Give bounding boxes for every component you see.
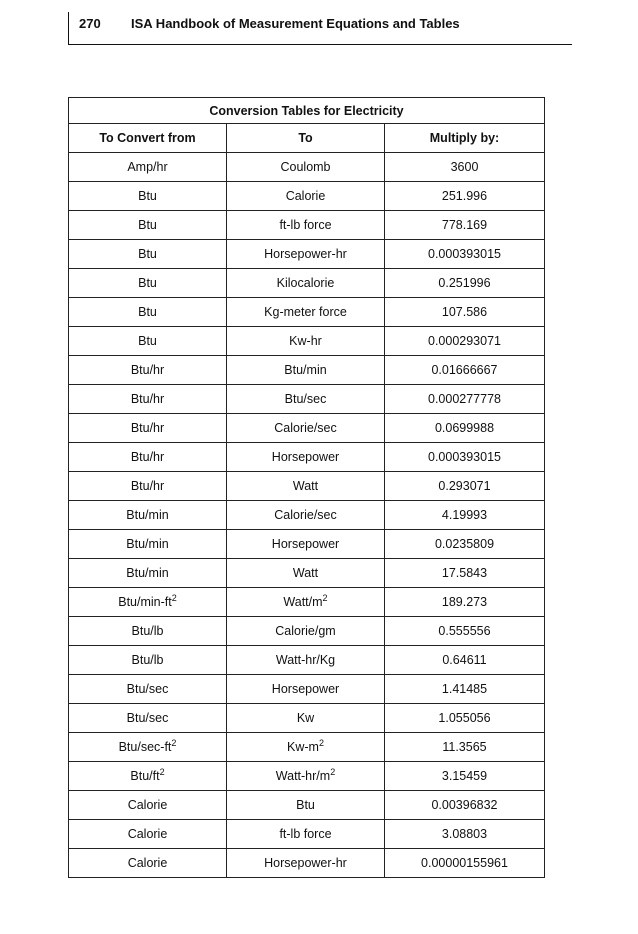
cell-from-text: Btu bbox=[138, 189, 157, 203]
table-row bbox=[69, 385, 545, 414]
cell-factor bbox=[385, 153, 545, 182]
cell-from-text: Btu/sec-ft bbox=[118, 740, 172, 754]
cell-from bbox=[69, 617, 227, 646]
cell-factor-text: 0.000393015 bbox=[428, 247, 501, 261]
cell-to bbox=[227, 849, 385, 878]
table-row bbox=[69, 704, 545, 733]
cell-factor-text: 17.5843 bbox=[441, 566, 488, 580]
table-row bbox=[69, 762, 545, 791]
table-row bbox=[69, 791, 545, 820]
column-header-from: To Convert from bbox=[69, 124, 227, 153]
cell-to bbox=[227, 356, 385, 385]
cell-factor-text: 0.64611 bbox=[442, 653, 487, 667]
cell-factor bbox=[385, 356, 545, 385]
cell-to bbox=[227, 501, 385, 530]
table-row bbox=[69, 733, 545, 762]
cell-to bbox=[227, 559, 385, 588]
cell-from-text: Btu/sec bbox=[126, 711, 169, 725]
page-number: 270 bbox=[79, 16, 101, 31]
cell-from-superscript: 2 bbox=[159, 766, 165, 777]
cell-to bbox=[227, 617, 385, 646]
cell-factor bbox=[385, 240, 545, 269]
cell-from bbox=[69, 675, 227, 704]
cell-from bbox=[69, 298, 227, 327]
cell-to-text: Btu/min bbox=[284, 363, 327, 377]
cell-to bbox=[227, 762, 385, 791]
cell-from-text: Btu/hr bbox=[130, 392, 165, 406]
cell-factor-text: 3600 bbox=[450, 160, 479, 174]
cell-from bbox=[69, 414, 227, 443]
cell-to-text: Coulomb bbox=[280, 160, 331, 174]
cell-to bbox=[227, 675, 385, 704]
cell-from bbox=[69, 356, 227, 385]
cell-factor bbox=[385, 501, 545, 530]
cell-factor bbox=[385, 791, 545, 820]
cell-from bbox=[69, 443, 227, 472]
cell-factor-text: 0.293071 bbox=[438, 479, 491, 493]
cell-to-text: Horsepower-hr bbox=[264, 247, 347, 261]
cell-to bbox=[227, 153, 385, 182]
cell-factor-text: 0.00000155961 bbox=[421, 856, 508, 870]
cell-from-text: Btu/lb bbox=[131, 653, 164, 667]
cell-to bbox=[227, 240, 385, 269]
cell-factor bbox=[385, 588, 545, 617]
cell-factor-text: 778.169 bbox=[441, 218, 488, 232]
cell-from bbox=[69, 791, 227, 820]
cell-from-text: Calorie bbox=[127, 798, 168, 812]
cell-from-text: Btu/sec bbox=[126, 682, 169, 696]
cell-factor-text: 0.000393015 bbox=[428, 450, 501, 464]
cell-from-text: Btu bbox=[138, 305, 157, 319]
cell-factor bbox=[385, 762, 545, 791]
running-title: ISA Handbook of Measurement Equations and Tables bbox=[131, 16, 460, 31]
cell-factor bbox=[385, 704, 545, 733]
cell-factor bbox=[385, 646, 545, 675]
table-row bbox=[69, 820, 545, 849]
cell-factor-text: 0.0699988 bbox=[434, 421, 495, 435]
cell-from-text: Calorie bbox=[127, 856, 168, 870]
cell-to-text: ft-lb force bbox=[279, 827, 332, 841]
cell-to-text: Watt-hr/m bbox=[275, 769, 331, 783]
cell-to-text: Kilocalorie bbox=[276, 276, 335, 290]
cell-from-text: Btu/hr bbox=[130, 363, 165, 377]
cell-to-text: Calorie/sec bbox=[274, 508, 337, 522]
cell-from-text: Btu bbox=[138, 218, 157, 232]
cell-factor-text: 0.01666667 bbox=[431, 363, 498, 377]
cell-to-text: Kw-hr bbox=[289, 334, 322, 348]
table-row bbox=[69, 269, 545, 298]
cell-factor bbox=[385, 617, 545, 646]
cell-factor-text: 1.41485 bbox=[441, 682, 488, 696]
cell-to-text: Horsepower bbox=[271, 450, 340, 464]
cell-to-superscript: 2 bbox=[318, 737, 324, 748]
table-row bbox=[69, 356, 545, 385]
cell-to bbox=[227, 298, 385, 327]
cell-to bbox=[227, 733, 385, 762]
table-row bbox=[69, 298, 545, 327]
table-row bbox=[69, 588, 545, 617]
cell-to-text: Horsepower bbox=[271, 537, 340, 551]
cell-from bbox=[69, 182, 227, 211]
cell-from bbox=[69, 501, 227, 530]
cell-factor bbox=[385, 675, 545, 704]
cell-factor-text: 0.00396832 bbox=[431, 798, 498, 812]
cell-factor bbox=[385, 298, 545, 327]
cell-factor bbox=[385, 849, 545, 878]
cell-factor bbox=[385, 327, 545, 356]
cell-to bbox=[227, 646, 385, 675]
cell-from bbox=[69, 762, 227, 791]
cell-from-text: Btu/min bbox=[126, 508, 169, 522]
cell-from-text: Btu/hr bbox=[130, 421, 165, 435]
running-header bbox=[68, 12, 572, 45]
cell-from bbox=[69, 211, 227, 240]
cell-to bbox=[227, 791, 385, 820]
cell-from-text: Amp/hr bbox=[127, 160, 168, 174]
cell-factor-text: 0.000277778 bbox=[428, 392, 501, 406]
cell-factor bbox=[385, 530, 545, 559]
cell-factor-text: 0.0235809 bbox=[434, 537, 495, 551]
cell-from-text: Btu bbox=[138, 334, 157, 348]
column-header-row bbox=[69, 124, 545, 153]
cell-to-text: Kw bbox=[296, 711, 315, 725]
cell-from-text: Btu/min-ft bbox=[118, 595, 172, 609]
cell-factor-text: 0.555556 bbox=[438, 624, 491, 638]
cell-to-text: Btu/sec bbox=[284, 392, 327, 406]
cell-to-text: Btu bbox=[296, 798, 315, 812]
cell-from-text: Btu/hr bbox=[130, 450, 165, 464]
cell-to-text: Calorie/sec bbox=[274, 421, 337, 435]
cell-factor-text: 107.586 bbox=[441, 305, 488, 319]
cell-from bbox=[69, 849, 227, 878]
cell-factor-text: 3.08803 bbox=[441, 827, 488, 841]
cell-to bbox=[227, 820, 385, 849]
cell-factor bbox=[385, 269, 545, 298]
cell-to-text: Horsepower bbox=[271, 682, 340, 696]
cell-from bbox=[69, 530, 227, 559]
cell-factor-text: 189.273 bbox=[441, 595, 488, 609]
cell-to-text: Kw-m bbox=[287, 740, 319, 754]
table-body bbox=[69, 153, 545, 878]
cell-to-text: Kg-meter force bbox=[264, 305, 347, 319]
cell-to-text: Watt-hr/Kg bbox=[275, 653, 336, 667]
cell-to bbox=[227, 414, 385, 443]
cell-to bbox=[227, 704, 385, 733]
table-row bbox=[69, 472, 545, 501]
cell-to bbox=[227, 385, 385, 414]
cell-to bbox=[227, 443, 385, 472]
cell-factor bbox=[385, 211, 545, 240]
cell-to-text: ft-lb force bbox=[279, 218, 332, 232]
cell-from bbox=[69, 646, 227, 675]
cell-from bbox=[69, 733, 227, 762]
cell-to-text: Calorie/gm bbox=[275, 624, 336, 638]
cell-from bbox=[69, 820, 227, 849]
cell-to-text: Watt bbox=[292, 479, 319, 493]
cell-factor-text: 4.19993 bbox=[441, 508, 488, 522]
column-header-factor: Multiply by: bbox=[385, 124, 545, 153]
cell-from bbox=[69, 269, 227, 298]
cell-from-superscript: 2 bbox=[171, 737, 177, 748]
table-row bbox=[69, 849, 545, 878]
cell-to-text: Watt/m bbox=[283, 595, 323, 609]
cell-to bbox=[227, 472, 385, 501]
cell-factor-text: 3.15459 bbox=[441, 769, 488, 783]
cell-from-text: Btu/lb bbox=[131, 624, 164, 638]
cell-factor bbox=[385, 414, 545, 443]
cell-from-text: Btu bbox=[138, 247, 157, 261]
cell-from-text: Btu/min bbox=[126, 537, 169, 551]
cell-factor bbox=[385, 443, 545, 472]
cell-to-superscript: 2 bbox=[322, 592, 328, 603]
table-row bbox=[69, 646, 545, 675]
cell-to-text: Watt bbox=[292, 566, 319, 580]
cell-from-text: Btu/ft bbox=[130, 769, 160, 783]
cell-from bbox=[69, 588, 227, 617]
cell-from bbox=[69, 559, 227, 588]
table-row bbox=[69, 617, 545, 646]
cell-to bbox=[227, 530, 385, 559]
cell-to bbox=[227, 182, 385, 211]
cell-from bbox=[69, 385, 227, 414]
cell-from bbox=[69, 472, 227, 501]
cell-factor-text: 251.996 bbox=[441, 189, 488, 203]
cell-to bbox=[227, 269, 385, 298]
cell-to-superscript: 2 bbox=[330, 766, 336, 777]
cell-to-text: Calorie bbox=[285, 189, 326, 203]
table-row bbox=[69, 211, 545, 240]
cell-from bbox=[69, 240, 227, 269]
cell-factor-text: 0.251996 bbox=[438, 276, 491, 290]
cell-from-text: Btu bbox=[138, 276, 157, 290]
table-row bbox=[69, 414, 545, 443]
table-row bbox=[69, 675, 545, 704]
table-row bbox=[69, 153, 545, 182]
column-header-to: To bbox=[227, 124, 385, 153]
table-row bbox=[69, 501, 545, 530]
table-row bbox=[69, 530, 545, 559]
cell-from-superscript: 2 bbox=[171, 592, 177, 603]
cell-to bbox=[227, 588, 385, 617]
cell-factor-text: 1.055056 bbox=[438, 711, 491, 725]
cell-from bbox=[69, 704, 227, 733]
cell-to bbox=[227, 211, 385, 240]
table-row bbox=[69, 327, 545, 356]
table-title: Conversion Tables for Electricity bbox=[69, 98, 545, 124]
cell-from bbox=[69, 327, 227, 356]
table-row bbox=[69, 559, 545, 588]
cell-factor bbox=[385, 182, 545, 211]
cell-from bbox=[69, 153, 227, 182]
cell-factor bbox=[385, 733, 545, 762]
cell-to bbox=[227, 327, 385, 356]
cell-factor bbox=[385, 820, 545, 849]
cell-factor-text: 0.000293071 bbox=[428, 334, 501, 348]
cell-factor bbox=[385, 472, 545, 501]
cell-from-text: Btu/hr bbox=[130, 479, 165, 493]
table-row bbox=[69, 443, 545, 472]
cell-from-text: Btu/min bbox=[126, 566, 169, 580]
conversion-table bbox=[68, 97, 545, 878]
table-row bbox=[69, 182, 545, 211]
table-row bbox=[69, 240, 545, 269]
cell-factor-text: 11.3565 bbox=[442, 740, 487, 754]
cell-factor bbox=[385, 385, 545, 414]
cell-factor bbox=[385, 559, 545, 588]
cell-to-text: Horsepower-hr bbox=[264, 856, 347, 870]
cell-from-text: Calorie bbox=[127, 827, 168, 841]
